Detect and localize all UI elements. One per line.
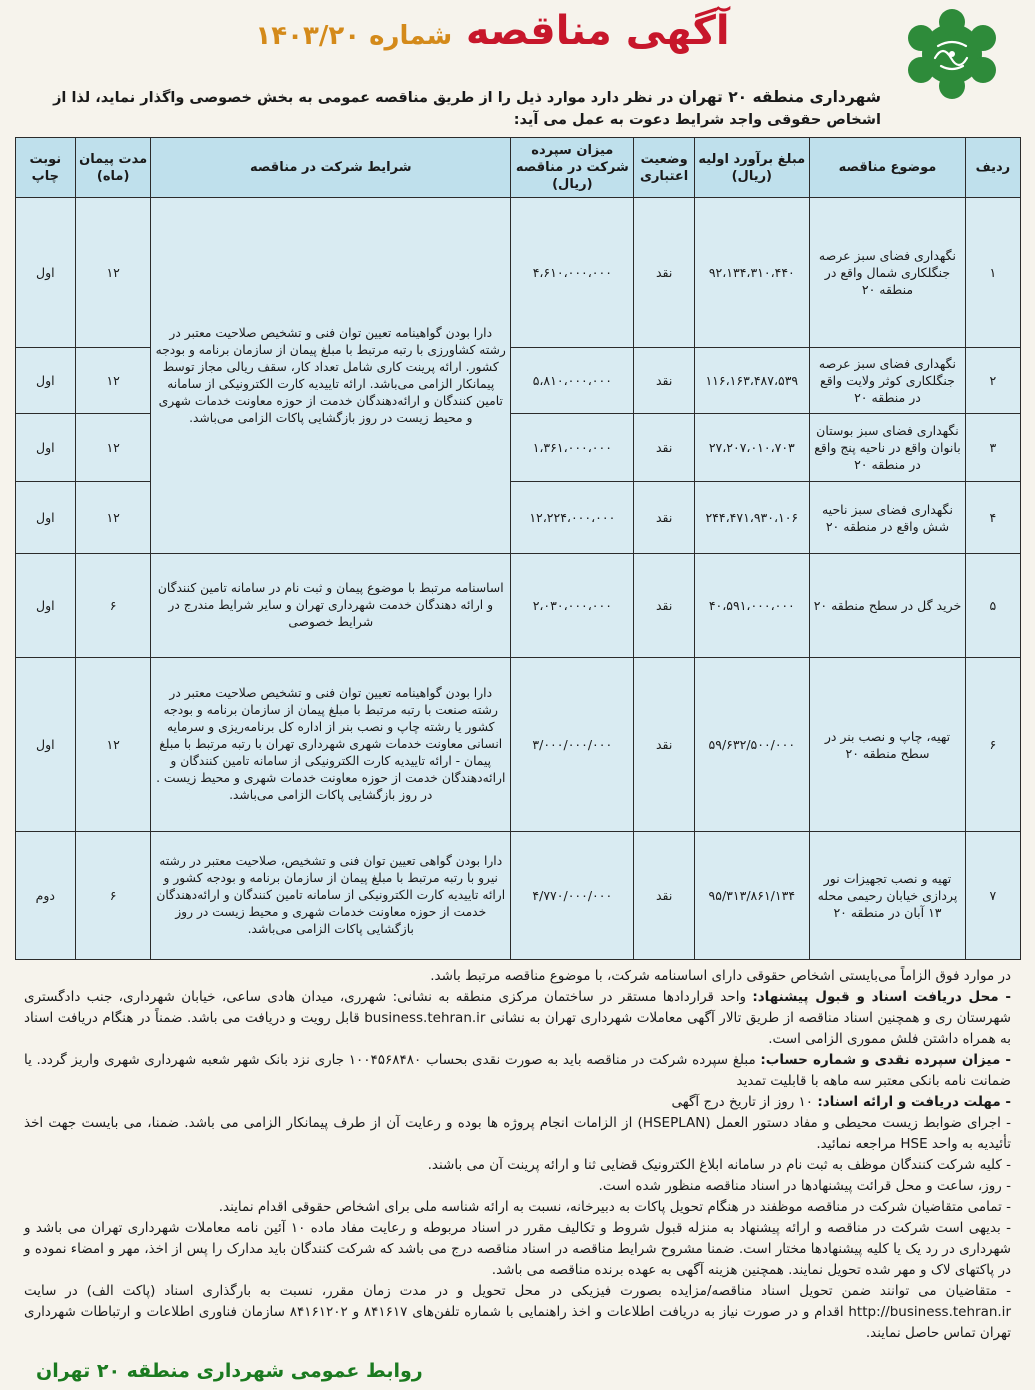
cell-row-number: ۶ bbox=[966, 658, 1020, 832]
header-subject: موضوع مناقصه bbox=[809, 138, 966, 198]
cell-print: دوم bbox=[15, 832, 76, 960]
tehran-municipality-logo bbox=[893, 8, 1011, 100]
note-text: واحد قراردادها مستقر در ساختمان مرکزی منطقه به نشانی: شهرری، میدان هادی ساعی، خیابان شهرداری، جنب دادگستری شهرستان ری و همچنین اسناد مناقصه از طریق تالار آگهی معاملات شهرداری تهران به نشانی business.tehran.ir قابل رویت و دریافت می باشد. ضمناً در هنگام دریافت اسناد به همراه داشتن فلش مموری الزامی است. bbox=[24, 989, 1011, 1047]
cell-duration: ۶ bbox=[76, 554, 151, 658]
cell-duration: ۱۲ bbox=[76, 348, 151, 414]
cell-estimate: ۴۰،۵۹۱،۰۰۰،۰۰۰ bbox=[694, 554, 809, 658]
cell-validity: نقد bbox=[634, 198, 695, 348]
cell-validity: نقد bbox=[634, 658, 695, 832]
cell-validity: نقد bbox=[634, 414, 695, 482]
notice-notes bbox=[10, 960, 1025, 1344]
table-header-row bbox=[15, 138, 1020, 198]
header-estimate: مبلغ برآورد اولیه (ریال) bbox=[694, 138, 809, 198]
notice-number: شماره ۱۴۰۳/۲۰ bbox=[255, 21, 453, 51]
cell-deposit: ۴،۶۱۰،۰۰۰،۰۰۰ bbox=[511, 198, 634, 348]
cell-print: اول bbox=[15, 414, 76, 482]
note-item bbox=[24, 1092, 1011, 1113]
header-conditions: شرایط شرکت در مناقصه bbox=[151, 138, 511, 198]
cell-duration: ۱۲ bbox=[76, 482, 151, 554]
cell-duration: ۱۲ bbox=[76, 414, 151, 482]
header-deposit: میزان سپرده شرکت در مناقصه (ریال) bbox=[511, 138, 634, 198]
public-relations-signature: روابط عمومی شهرداری منطقه ۲۰ تهران bbox=[36, 1360, 423, 1382]
cell-deposit: ۴/۷۷۰/۰۰۰/۰۰۰ bbox=[511, 832, 634, 960]
intro-paragraph bbox=[10, 86, 895, 131]
cell-subject: نگهداری فضای سبز ناحیه شش واقع در منطقه ۲۰ bbox=[809, 482, 966, 554]
cell-subject: نگهداری فضای سبز عرصه جنگلکاری شمال واقع در منطقه ۲۰ bbox=[809, 198, 966, 348]
cell-subject: خرید گل در سطح منطقه ۲۰ bbox=[809, 554, 966, 658]
cell-row-number: ۴ bbox=[966, 482, 1020, 554]
table-row bbox=[15, 554, 1020, 658]
note-label: - میزان سپرده نقدی و شماره حساب: bbox=[760, 1052, 1011, 1068]
cell-deposit: ۲،۰۳۰،۰۰۰،۰۰۰ bbox=[511, 554, 634, 658]
cell-deposit: ۱،۳۶۱،۰۰۰،۰۰۰ bbox=[511, 414, 634, 482]
cell-subject: تهیه، چاپ و نصب بنر در سطح منطقه ۲۰ bbox=[809, 658, 966, 832]
cell-print: اول bbox=[15, 554, 76, 658]
cell-estimate: ۱۱۶،۱۶۳،۴۸۷،۵۳۹ bbox=[694, 348, 809, 414]
cell-duration: ۱۲ bbox=[76, 198, 151, 348]
table-row bbox=[15, 658, 1020, 832]
note-item: - متقاضیان می توانند ضمن تحویل اسناد مناقصه/مزایده بصورت فیزیکی در محل تحویل و در مدت زمان مقرر، نسبت به بارگذاری اسناد (پاکت الف) در سایت http://business.tehran.ir اقدام و در صورت نیاز به دریافت اطلاعات و اخذ راهنمایی با شماره تلفن‌های ۸۴۱۶۱۷ و ۸۴۱۶۱۲۰۲ سازمان فناوری اطلاعات و ارتباطات شهرداری تهران تماس حاصل نمایند. bbox=[24, 1283, 1011, 1341]
cell-estimate: ۵۹/۶۳۲/۵۰۰/۰۰۰ bbox=[694, 658, 809, 832]
header-validity: وضعیت اعتباری bbox=[634, 138, 695, 198]
table-row bbox=[15, 832, 1020, 960]
cell-print: اول bbox=[15, 658, 76, 832]
note-item: در موارد فوق الزاماً می‌بایستی اشخاص حقوقی دارای اساسنامه شرکت، با موضوع مناقصه مرتبط باشد. bbox=[430, 968, 1011, 984]
cell-row-number: ۷ bbox=[966, 832, 1020, 960]
cell-subject: نگهداری فضای سبز عرصه جنگلکاری کوثر ولایت واقع در منطقه ۲۰ bbox=[809, 348, 966, 414]
cell-print: اول bbox=[15, 348, 76, 414]
cell-validity: نقد bbox=[634, 348, 695, 414]
cell-estimate: ۹۵/۳۱۳/۸۶۱/۱۳۴ bbox=[694, 832, 809, 960]
cell-row-number: ۳ bbox=[966, 414, 1020, 482]
cell-deposit: ۵،۸۱۰،۰۰۰،۰۰۰ bbox=[511, 348, 634, 414]
note-item: - اجرای ضوابط زیست محیطی و مفاد دستور العمل (HSEPLAN) از الزامات انجام پروژه ها بوده و رعایت آن از طرف پیمانکار الزامی می باشد. ضمنا، می بایست جهت اخذ تأئیدیه به واحد HSE مراجعه نمائید. bbox=[24, 1115, 1012, 1152]
cell-row-number: ۵ bbox=[966, 554, 1020, 658]
cell-conditions: دارا بودن گواهی تعیین توان فنی و تشخیص، صلاحیت معتبر در رشته نیرو با رتبه مرتبط با مبلغ پیمان از سازمان برنامه و بودجه کشور و ارائه تاییدیه کارت الکترونیکی از سامانه تامین کنندگان و ارائه‌دهندگان خدمت از حوزه معاونت خدمات شهری و محیط زیست در روز بازگشایی پاکات الزامی می‌باشد. bbox=[151, 832, 511, 960]
note-label: - مهلت دریافت و ارائه اسناد: bbox=[817, 1094, 1011, 1110]
notice-header bbox=[10, 6, 1025, 84]
cell-print: اول bbox=[15, 482, 76, 554]
cell-validity: نقد bbox=[634, 832, 695, 960]
cell-subject: نگهداری فضای سبز بوستان بانوان واقع در ناحیه پنج واقع در منطقه ۲۰ bbox=[809, 414, 966, 482]
cell-estimate: ۹۲،۱۳۴،۳۱۰،۴۴۰ bbox=[694, 198, 809, 348]
note-text: مبلغ سپرده شرکت در مناقصه باید به صورت نقدی بحساب ۱۰۰۴۵۶۸۴۸۰ جاری نزد بانک شهر شعبه شهرداری شهری واریز گردد. یا ضمانت نامه بانکی معتبر سه ماهه با قابلیت تمدید bbox=[24, 1052, 1011, 1089]
intro-org: شهرداری منطقه ۲۰ تهران bbox=[678, 88, 881, 106]
title-text: آگهی مناقصه bbox=[465, 8, 730, 54]
note-label: - محل دریافت اسناد و قبول پیشنهاد: bbox=[752, 989, 1011, 1005]
note-item: - بدیهی است شرکت در مناقصه و ارائه پیشنهاد به منزله قبول شروط و تکالیف مقرر در اسناد مربوطه و رعایت مفاد ماده ۱۰ آئین نامه معاملات شهرداری تهران می باشد و شهرداری در رد یک یا کلیه پیشنهادها مختار است. ضمنا مشروح شرایط مناقصه در اسناد مناقصه درج می باشد که شرکت کنندگان باید مدارک را پس از اخذ، مهر و امضاء نموده و در پاکتهای لاک و مهر شده تحویل نمایند. همچنین هزینه آگهی به عهده برنده مناقصه می باشد. bbox=[24, 1220, 1011, 1278]
table-row bbox=[15, 198, 1020, 348]
cell-subject: تهیه و نصب تجهیزات نور پردازی خیابان رحیمی محله ۱۳ آبان در منطقه ۲۰ bbox=[809, 832, 966, 960]
header-duration: مدت پیمان (ماه) bbox=[76, 138, 151, 198]
notice-title bbox=[160, 8, 825, 54]
note-item bbox=[24, 987, 1011, 1050]
cell-deposit: ۳/۰۰۰/۰۰۰/۰۰۰ bbox=[511, 658, 634, 832]
cell-conditions: اساسنامه مرتبط با موضوع پیمان و ثبت نام در سامانه تامین کنندگان و ارائه دهندگان خدمت شهرداری تهران و سایر شرایط مندرج در شرایط خصوصی bbox=[151, 554, 511, 658]
cell-validity: نقد bbox=[634, 482, 695, 554]
tender-table bbox=[15, 137, 1021, 960]
header-print: نوبت چاپ bbox=[15, 138, 76, 198]
cell-print: اول bbox=[15, 198, 76, 348]
cell-conditions: دارا بودن گواهینامه تعیین توان فنی و تشخیص صلاحیت معتبر در رشته کشاورزی با رتبه مرتبط با مبلغ پیمان از سازمان برنامه و بودجه کشور. ارائه پرینت کاری شامل تعداد کار، سقف ریالی مجاز توسط پیمانکار الزامی می‌باشد. ارائه تاییدیه کارت الکترونیکی از سامانه تامین کنندگان و ارائه‌دهندگان خدمت از حوزه معاونت خدمات شهری و محیط زیست در روز بازگشایی پاکات الزامی می‌باشد. bbox=[151, 198, 511, 554]
header-row-number: ردیف bbox=[966, 138, 1020, 198]
note-item: - کلیه شرکت کنندگان موظف به ثبت نام در سامانه ابلاغ الکترونیک قضایی ثنا و ارائه پرینت آن می باشند. bbox=[427, 1157, 1011, 1173]
note-text: ۱۰ روز از تاریخ درج آگهی bbox=[671, 1094, 814, 1110]
cell-estimate: ۲۴۴،۴۷۱،۹۳۰،۱۰۶ bbox=[694, 482, 809, 554]
intro-text: در نظر دارد موارد ذیل را از طریق مناقصه عمومی به بخش خصوصی واگذار نماید، لذا از اشخاص حقوقی واجد شرایط دعوت به عمل می آید: bbox=[53, 90, 881, 128]
cell-conditions: دارا بودن گواهینامه تعیین توان فنی و تشخیص صلاحیت معتبر در رشته صنعت با رتبه مرتبط با مبلغ پیمان از سازمان برنامه و بودجه کشور یا رشته چاپ و نصب بنر از اداره کل برنامه‌ریزی و سرمایه انسانی معاونت خدمات شهری شهرداری تهران با رتبه مرتبط با مبلغ پیمان - ارائه تاییدیه کارت الکترونیکی از سامانه تامین کنندگان و ارائه‌دهندگان خدمت از حوزه معاونت خدمات شهری و محیط زیست . در روز بازگشایی پاکات الزامی می‌باشد. bbox=[151, 658, 511, 832]
cell-deposit: ۱۲،۲۲۴،۰۰۰،۰۰۰ bbox=[511, 482, 634, 554]
cell-estimate: ۲۷،۲۰۷،۰۱۰،۷۰۳ bbox=[694, 414, 809, 482]
cell-duration: ۱۲ bbox=[76, 658, 151, 832]
cell-row-number: ۱ bbox=[966, 198, 1020, 348]
cell-validity: نقد bbox=[634, 554, 695, 658]
cell-duration: ۶ bbox=[76, 832, 151, 960]
cell-row-number: ۲ bbox=[966, 348, 1020, 414]
note-item bbox=[24, 1050, 1011, 1092]
note-item: - تمامی متقاضیان شرکت در مناقصه موظفند در هنگام تحویل پاکات به دبیرخانه، نسبت به ارائه شناسه ملی برای اشخاص حقوقی اقدام نمایند. bbox=[218, 1199, 1011, 1215]
note-item: - روز، ساعت و محل قرائت پیشنهادها در اسناد مناقصه منظور شده است. bbox=[598, 1178, 1011, 1194]
